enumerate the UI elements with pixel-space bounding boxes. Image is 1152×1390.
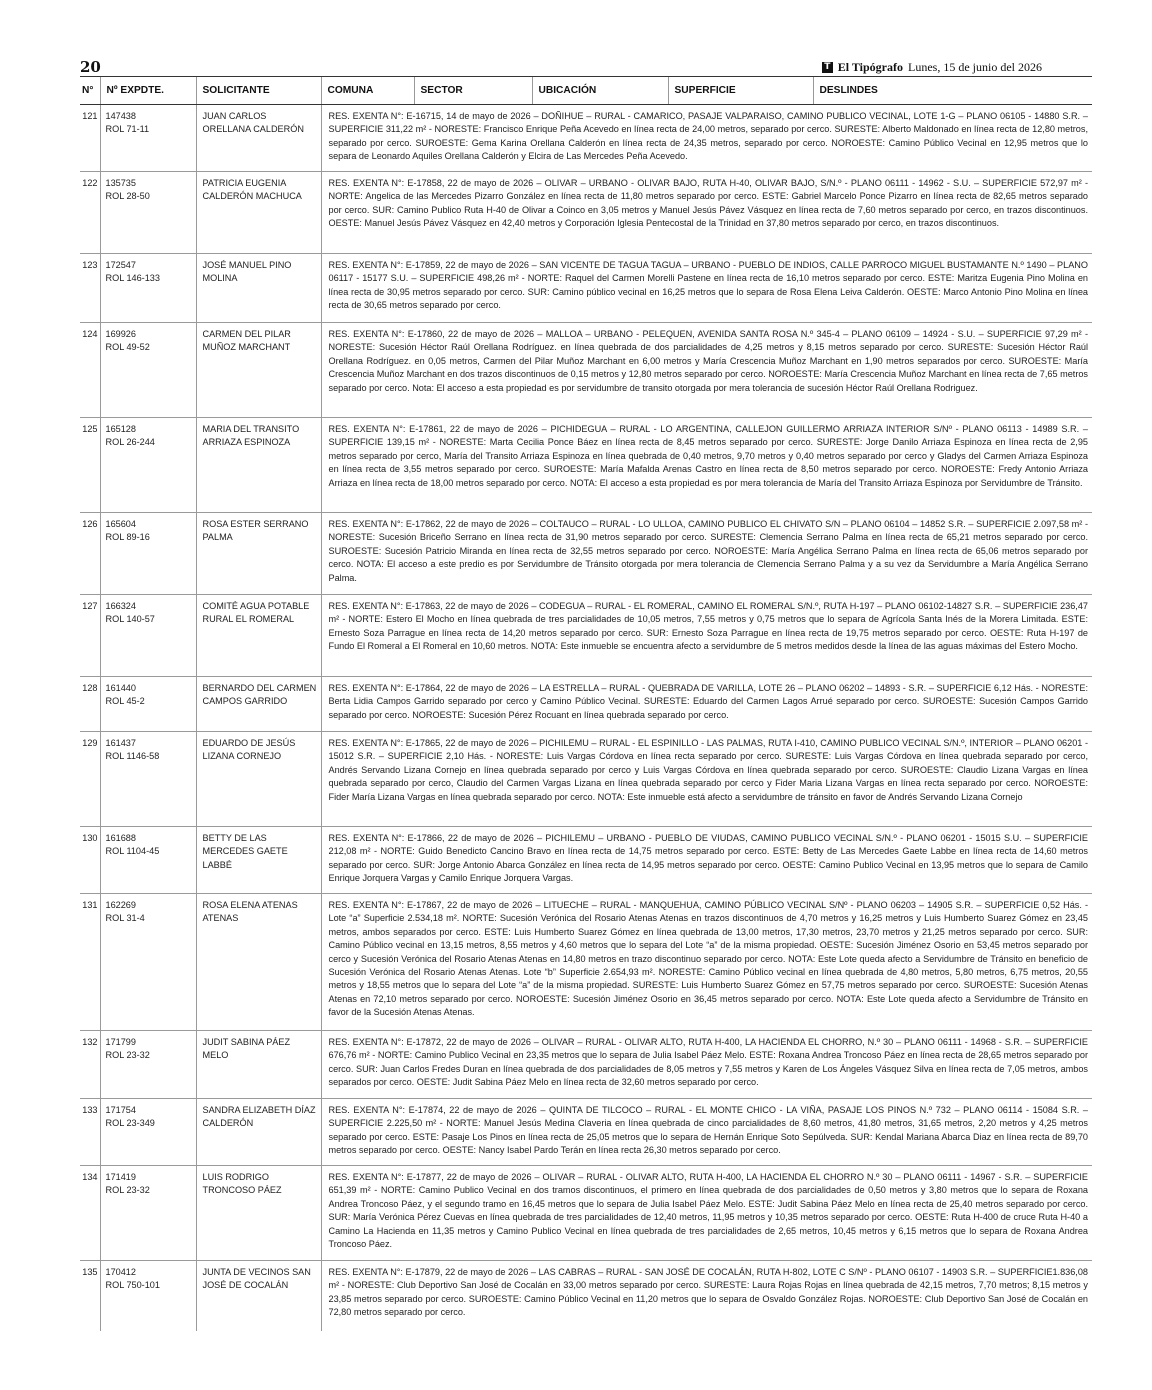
rol-number: ROL 89-16 [105, 532, 150, 543]
newspaper-page [80, 58, 1092, 1331]
land-registry-table [80, 76, 1092, 1331]
solicitante-name: SANDRA ELIZABETH DÍAZ CALDERÓN [196, 1099, 321, 1166]
solicitante-name: JUDIT SABINA PÁEZ MELO [196, 1031, 321, 1099]
table-row [80, 827, 1092, 894]
solicitante-name: CARMEN DEL PILAR MUÑOZ MARCHANT [196, 323, 321, 418]
expediente-number: 171754 [105, 1105, 136, 1115]
deslindes-text: RES. EXENTA N°: E-17863, 22 de mayo de 2026 – CODEGUA – RURAL - EL ROMERAL, CAMINO EL ROMERAL S/N.º, RUTA H-197 – PLANO 06102-14827 S.R. – SUPERFICIE 236,47 m² - NORTE: Estero El Mocho en línea quebrada de tres parcialidades de 10,05 metros, 7,55 metros y 0,75 metros que lo separa de Agrícola Santa Inés de la Morera Limitada. ESTE: Ernesto Soza Parrague en línea recta de 14,20 metros separado por cerco. SUR: Ernesto Soza Parrague en línea recta de 19,75 metros separado por cerco. OESTE: Ruta H-197 de Fundo El Romeral a El Romeral en 10,60 metros. NOTA: Este inmueble se encuentra afecto a servidumbre de 5 metros medidos desde la línea de las aguas máximas del Estero Mocho. [321, 595, 1092, 677]
deslindes-text: RES. EXENTA N°: E-17859, 22 de mayo de 2026 – SAN VICENTE DE TAGUA TAGUA – URBANO - PUEBLO DE INDIOS, CALLE PARROCO MIGUEL BUSTAMANTE N.º 1490 – PLANO 06117 - 15177 S.U. – SUPERFICIE 498,26 m² - NORTE: Raquel del Carmen Morelli Pastene en línea recta de 16,10 metros separado por cerco. ESTE: Maritza Eugenia Pino Molina en línea recta de 30,95 metros separado por cerco. SUR: Camino público vecinal en 16,25 metros que lo separa de Rosa Elena Leiva Calderón. OESTE: Marco Antonio Pino Molina en línea recta de 30,65 metros separado por cerco. [321, 254, 1092, 323]
deslindes-text: RES. EXENTA N°: E-17860, 22 de mayo de 2026 – MALLOA – URBANO - PELEQUEN, AVENIDA SANTA ROSA N.º 345-4 – PLANO 06109 – 14924 - S.U. – SUPERFICIE 97,29 m² - NORESTE: Sucesión Héctor Raúl Orellana Rodríguez. en línea quebrada de dos parcialidades de 4,25 metros y 8,15 metros separado por cerco. SURESTE: Sucesión Héctor Raúl Orellana Rodríguez. en 0,05 metros, Carmen del Pilar Muñoz Marchant en 6,00 metros y María Crescencia Muñoz Marchant en 1,90 metros separados por cerco. SUROESTE: María Crescencia Muñoz Marchant en dos trazos discontinuos de 0,15 metros y 12,80 metros separado por cerco. NOROESTE: María Crescencia Muñoz Marchant en línea recta de 7,65 metros separado por cerco. Nota: El acceso a esta propiedad es por servidumbre de transito otorgada por mera tolerancia de sucesión Héctor Raúl Orellana Rodriguez. [321, 323, 1092, 418]
deslindes-text: RES. EXENTA N°: E-16715, 14 de mayo de 2026 – DOÑIHUE – RURAL - CAMARICO, PASAJE VALPARAISO, CAMINO PUBLICO VECINAL, LOTE 1-G – PLANO 06105 - 14880 S.R. – SUPERFICIE 311,22 m² - NORESTE: Francisco Enrique Peña Acevedo en línea recta de 24,00 metros, separado por cerco. SURESTE: Alberto Maldonado en línea recta de 12,80 metros, separado por cerco. SUROESTE: Gema Karina Orellana Calderón en línea recta de 24,35 metros, separado por cerco. NOROESTE: Camino Público Vecinal en 12,95 metros que lo separa de Leonardo Aquiles Orellana Calderón y Elcira de Las Mercedes Peña Acevedo. [321, 105, 1092, 172]
rol-number: ROL 750-101 [105, 1280, 160, 1291]
row-number: 134 [80, 1166, 100, 1261]
solicitante-name: JOSÉ MANUEL PINO MOLINA [196, 254, 321, 323]
paper-name: El Tipógrafo [837, 60, 904, 74]
column-header-superficie: SUPERFICIE [668, 77, 813, 105]
rol-number: ROL 146-133 [105, 273, 160, 284]
table-header-row [80, 77, 1092, 105]
expediente-number: 170412 [105, 1267, 136, 1277]
row-number: 125 [80, 418, 100, 513]
deslindes-text: RES. EXENTA N°: E-17861, 22 de mayo de 2026 – PICHIDEGUA – RURAL - LO ARGENTINA, CALLEJON GUILLERMO ARRIAZA INTERIOR S/Nº - PLANO 06113 - 14989 S.R. – SUPERFICIE 139,15 m² - NORESTE: Marta Cecilia Ponce Báez en línea recta de 8,45 metros separado por cerco. SURESTE: Jorge Danilo Arriaza Espinoza en línea recta de 2,95 metros separado por cerco, María del Transito Arriaza Espinoza en línea quebrada de 0,40 metros, 9,70 metros y 0,40 metros separado por cerco y Gladys del Carmen Arriaza Espinoza en línea recta de 3,55 metros separado por cerco. SUROESTE: María Mafalda Arenas Castro en línea recta de 8,50 metros separado por cerco. NOROESTE: Fredy Antonio Arriaza Arriaza en línea recta de 18,00 metros separado por cerco. NOTA: El acceso a esta propiedad es por mera tolerancia de María del Transito Arriaza Espinoza por Servidumbre de Tránsito. [321, 418, 1092, 513]
column-header-sector: SECTOR [414, 77, 532, 105]
table-row [80, 418, 1092, 513]
rol-number: ROL 1104-45 [105, 846, 160, 857]
expediente-cell [100, 1099, 196, 1166]
row-number: 133 [80, 1099, 100, 1166]
column-header-solicitante: SOLICITANTE [196, 77, 321, 105]
table-row [80, 1166, 1092, 1261]
expediente-cell [100, 595, 196, 677]
row-number: 121 [80, 105, 100, 172]
table-row [80, 1031, 1092, 1099]
table-row [80, 323, 1092, 418]
solicitante-name: ROSA ESTER SERRANO PALMA [196, 513, 321, 595]
expediente-cell [100, 1031, 196, 1099]
expediente-number: 172547 [105, 260, 136, 270]
row-number: 126 [80, 513, 100, 595]
expediente-cell [100, 513, 196, 595]
rol-number: ROL 31-4 [105, 913, 145, 924]
expediente-number: 166324 [105, 601, 136, 611]
rol-number: ROL 23-349 [105, 1118, 155, 1129]
table-row [80, 172, 1092, 254]
row-number: 123 [80, 254, 100, 323]
deslindes-text: RES. EXENTA N°: E-17867, 22 de mayo de 2026 – LITUECHE – RURAL - MANQUEHUA, CAMINO PÚBLICO VECINAL S/Nº - PLANO 06203 – 14905 S.R. – SUPERFICIE 0,52 Hás. - Lote “a” Superficie 2.534,18 m². NORTE: Sucesión Verónica del Rosario Atenas Atenas en trazos discontinuos de 4,70 metros y 16,25 metros y Luis Humberto Suarez Gómez en 23,45 metros, ambos separados por cerco. ESTE: Luis Humberto Suarez Gómez en línea quebrada de 13,00 metros, 17,30 metros, 23,70 metros y 21,25 metros separado por cerco. SUR: Camino Público vecinal en 13,15 metros, 8,55 metros y 4,60 metros que lo separa del Lote “a” de la misma propiedad. OESTE: Sucesión Jiménez Osorio en 53,45 metros separado por cerco y Sucesión Verónica del Rosario Atenas Atenas en 14,80 metros en trazo discontinuo separado por cerco. NOTA: Este Lote queda afecto a Servidumbre de Tránsito en beneficio de Sucesión Verónica del Rosario Atenas Atenas. Lote “b” Superficie 2.654,93 m². NORESTE: Camino Público vecinal en línea quebrada de 4,80 metros, 5,80 metros, 6,75 metros, 20,55 metros y 18,55 metros que lo separa del Lote “a” de la misma propiedad. SURESTE: Luis Humberto Suarez Gómez en 57,75 metros separado por cerco. SUROESTE: Sucesión Atenas Atenas en 72,10 metros separado por cerco. NOROESTE: Sucesión Jiménez Osorio en 36,45 metros separado por cerco. NOTA: Este Lote queda afecto a Servidumbre de Tránsito en favor de la Sucesión Atenas Atenas. [321, 894, 1092, 1031]
solicitante-name: BETTY DE LAS MERCEDES GAETE LABBÉ [196, 827, 321, 894]
expediente-cell [100, 418, 196, 513]
expediente-number: 161688 [105, 833, 136, 843]
expediente-cell [100, 105, 196, 172]
table-row [80, 105, 1092, 172]
masthead [822, 60, 1042, 75]
rol-number: ROL 71-11 [105, 124, 150, 135]
expediente-cell [100, 894, 196, 1031]
row-number: 132 [80, 1031, 100, 1099]
expediente-number: 171799 [105, 1037, 136, 1047]
solicitante-name: COMITÉ AGUA POTABLE RURAL EL ROMERAL [196, 595, 321, 677]
deslindes-text: RES. EXENTA N°: E-17864, 22 de mayo de 2026 – LA ESTRELLA – RURAL - QUEBRADA DE VARILLA, LOTE 26 – PLANO 06202 – 14893 - S.R. – SUPERFICIE 6,12 Hás. - NORESTE: Berta Lidia Campos Garrido separado por cerco y Camino Público Vecinal. SURESTE: Eduardo del Carmen Lagos Arrué separado por cerco. SUROESTE: Sucesión Campos Garrido separado por cerco. NOROESTE: Sucesión Pérez Rocuant en línea quebrada separado por cerco. [321, 677, 1092, 732]
expediente-cell [100, 827, 196, 894]
column-header-comuna: COMUNA [321, 77, 414, 105]
issue-date: Lunes, 15 de junio del 2026 [908, 60, 1042, 74]
deslindes-text: RES. EXENTA N°: E-17879, 22 de mayo de 2026 – LAS CABRAS – RURAL - SAN JOSÉ DE COCALÁN, RUTA H-802, LOTE C S/Nº - PLANO 06107 - 14903 S.R. – SUPERFICIE1.836,08 m² - NORESTE: Club Deportivo San José de Cocalán en 33,00 metros separado por cerco. SURESTE: Laura Rojas Rojas en línea quebrada de 42,15 metros, 7,70 metros; 8,15 metros y 23,85 metros separado por cerco. SUROESTE: Camino Público Vecinal en 11,20 metros que lo separa de Osvaldo González Rojas. NOROESTE: Club Deportivo San José de Cocalán en 72,80 metros separado por cerco. [321, 1261, 1092, 1331]
expediente-number: 169926 [105, 329, 136, 339]
expediente-cell [100, 1261, 196, 1331]
rol-number: ROL 26-244 [105, 437, 155, 448]
table-row [80, 1099, 1092, 1166]
expediente-cell [100, 323, 196, 418]
row-number: 130 [80, 827, 100, 894]
solicitante-name: BERNARDO DEL CARMEN CAMPOS GARRIDO [196, 677, 321, 732]
newspaper-logo-icon: T [822, 62, 833, 73]
expediente-cell [100, 1166, 196, 1261]
table-row [80, 595, 1092, 677]
table-row [80, 732, 1092, 827]
deslindes-text: RES. EXENTA N°: E-17858, 22 de mayo de 2026 – OLIVAR – URBANO - OLIVAR BAJO, RUTA H-40, OLIVAR BAJO, S/N.º - PLANO 06111 - 14962 - S.U. – SUPERFICIE 572,97 m² - NORTE: Angelica de las Mercedes Pizarro González en línea recta de 11,80 metros separado por cerco. ESTE: Gabriel Marcelo Ponce Pizarro en línea recta de 82,65 metros separado por cerco. SUR: Camino Publico Ruta H-40 de Olivar a Coinco en 3,05 metros y Manuel Jesús Pávez Vásquez en línea recta de 7,60 metros separado por cerco, en trazos discontinuos. OESTE: Manuel Jesús Pávez Vásquez en 42,40 metros y Corporación Iglesia Pentecostal de la Trinidad en 37,80 metros separado por cerco, en trazos discontinuos. [321, 172, 1092, 254]
expediente-cell [100, 732, 196, 827]
solicitante-name: ROSA ELENA ATENAS ATENAS [196, 894, 321, 1031]
table-row [80, 513, 1092, 595]
solicitante-name: JUNTA DE VECINOS SAN JOSÉ DE COCALÁN [196, 1261, 321, 1331]
deslindes-text: RES. EXENTA N°: E-17862, 22 de mayo de 2026 – COLTAUCO – RURAL - LO ULLOA, CAMINO PUBLICO EL CHIVATO S/N – PLANO 06104 – 14852 S.R. – SUPERFICIE 2.097,58 m² - NORESTE: Sucesión Briceño Serrano en línea recta de 31,90 metros separado por cerco. SURESTE: Clemencia Serrano Palma en línea recta de 65,21 metros separado por cerco. SUROESTE: Sucesión Patricio Miranda en línea recta de 32,55 metros separado por cerco. NOROESTE: María Angélica Serrano Palma en línea recta de 65,06 metros separado por cerco. NOTA: El acceso a este predio es por Servidumbre de Tránsito otorgada por mera tolerancia de Clemencia Serrano Palma y a su vez da Servidumbre a María Angélica Serrano Palma. [321, 513, 1092, 595]
row-number: 127 [80, 595, 100, 677]
table-row [80, 677, 1092, 732]
expediente-cell [100, 677, 196, 732]
table-row [80, 894, 1092, 1031]
expediente-number: 135735 [105, 178, 136, 188]
row-number: 128 [80, 677, 100, 732]
expediente-number: 161440 [105, 683, 136, 693]
row-number: 124 [80, 323, 100, 418]
table-row [80, 254, 1092, 323]
expediente-number: 165604 [105, 519, 136, 529]
column-header-deslindes: DESLINDES [813, 77, 1092, 105]
expediente-number: 171419 [105, 1172, 136, 1182]
deslindes-text: RES. EXENTA N°: E-17866, 22 de mayo de 2026 – PICHILEMU – URBANO - PUEBLO DE VIUDAS, CAMINO PUBLICO VECINAL S/N.º - PLANO 06201 - 15015 S.U. – SUPERFICIE 212,08 m² - NORTE: Guido Benedicto Cancino Bravo en línea recta de 14,75 metros separado por cerco. ESTE: Betty de Las Mercedes Gaete Labbe en línea recta de 14,60 metros separado por cerco. SUR: Jorge Antonio Abarca González en línea recta de 14,95 metros separado por cerco. OESTE: Camino Publico Vecinal en 13,95 metros que lo separa de Camilo Enrique Jorquera Vargas y Camilo Enrique Jorquera Vargas. [321, 827, 1092, 894]
deslindes-text: RES. EXENTA N°: E-17874, 22 de mayo de 2026 – QUINTA DE TILCOCO – RURAL - EL MONTE CHICO - LA VIÑA, PASAJE LOS PINOS N.º 732 – PLANO 06114 - 15084 S.R. – SUPERFICIE 2.225,50 m² - NORTE: Manuel Jesús Medina Claveria en línea quebrada de cinco parcialidades de 8,60 metros, 41,80 metros, 31,65 metros, 2,20 metros y 4,25 metros separado por cerco. ESTE: Pasaje Los Pinos en línea recta de 25,05 metros que lo separa de Hernán Enrique Soto Sepúlveda. SUR: Kendal Mariana Abarca Diaz en línea recta de 89,70 metros separado por cerco. OESTE: Nancy Isabel Pardo Terán en línea recta 26,30 metros separado por cerco. [321, 1099, 1092, 1166]
rol-number: ROL 1146-58 [105, 751, 160, 762]
column-header-ubicacion: UBICACIÓN [532, 77, 668, 105]
expediente-number: 161437 [105, 738, 136, 748]
row-number: 131 [80, 894, 100, 1031]
solicitante-name: PATRICIA EUGENIA CALDERÓN MACHUCA [196, 172, 321, 254]
expediente-number: 165128 [105, 424, 136, 434]
row-number: 122 [80, 172, 100, 254]
page-number: 20 [80, 58, 101, 76]
page-header [80, 58, 1092, 76]
expediente-cell [100, 254, 196, 323]
rol-number: ROL 140-57 [105, 614, 155, 625]
solicitante-name: LUIS RODRIGO TRONCOSO PÁEZ [196, 1166, 321, 1261]
deslindes-text: RES. EXENTA N°: E-17877, 22 de mayo de 2026 – OLIVAR – RURAL - OLIVAR ALTO, RUTA H-400, LA HACIENDA EL CHORRO N.º 30 – PLANO 06111 - 14967 - S.R. – SUPERFICIE 651,39 m² - NORTE: Camino Publico Vecinal en dos tramos discontinuos, el primero en línea quebrada de dos parcialidades de 0,50 metros y 3,80 metros que lo separa de Roxana Andrea Troncoso Páez, y el segundo tramo en 16,45 metros que lo separa de Julia Isabel Páez Melo. ESTE: Judit Sabina Páez Melo en línea recta de 25,40 metros separado por cerco. SUR: María Verónica Pérez Cuevas en línea quebrada de tres parcialidades de 12,40 metros, 11,95 metros y 10,35 metros separado por cerco. OESTE: Ruta H-400 de cruce Ruta H-40 a Camino La Hacienda en 11,35 metros y Camino Publico Vecinal en línea quebrada de tres parcialidades de 2,65 metros, 10,45 metros y 6,15 metros que lo separa de Roxana Andrea Troncoso Páez. [321, 1166, 1092, 1261]
expediente-cell [100, 172, 196, 254]
row-number: 129 [80, 732, 100, 827]
deslindes-text: RES. EXENTA N°: E-17872, 22 de mayo de 2026 – OLIVAR – RURAL - OLIVAR ALTO, RUTA H-400, LA HACIENDA EL CHORRO, N.º 30 – PLANO 06111 - 14968 - S.R. – SUPERFICIE 676,76 m² - NORTE: Camino Publico Vecinal en 23,35 metros que lo separa de Julia Isabel Páez Melo. ESTE: Roxana Andrea Troncoso Páez en línea recta de 28,65 metros separado por cerco. SUR: Juan Carlos Fredes Duran en línea quebrada de dos parcialidades de 8,05 metros y 7,55 metros y Karen de Los Ángeles Vásquez Silva en línea recta de 7,05 metros, ambos separados por cerco. OESTE: Judit Sabina Páez Melo en línea recta de 32,60 metros separado por cerco. [321, 1031, 1092, 1099]
rol-number: ROL 23-32 [105, 1050, 150, 1061]
deslindes-text: RES. EXENTA N°: E-17865, 22 de mayo de 2026 – PICHILEMU – RURAL - EL ESPINILLO - LAS PALMAS, RUTA I-410, CAMINO PUBLICO VECINAL S/N.º, INTERIOR – PLANO 06201 - 15012 S.R. – SUPERFICIE 2,10 Hás. - NORESTE: Luis Vargas Córdova en línea recta separado por cerco. SURESTE: Luis Vargas Córdova en línea quebrada separado por cerco, Andrés Servando Lizana Cornejo en línea quebrada separado por cerco y Luis Vargas Córdova en línea quebrada separado por cerco. SUROESTE: Claudio Lizana Vargas en línea quebrada separado por cerco, Claudio del Carmen Vargas Lizana en línea quebrada separado por cerco y Fider Maria Lizana Vargas en línea recta separado por cerco. NOROESTE: Fider María Lizana Vargas en línea quebrada separado por cerco. NOTA: Este inmueble está afecto a servidumbre de tránsito en favor de Andrés Servando Lizana Cornejo [321, 732, 1092, 827]
column-header-n: N° [80, 77, 100, 105]
solicitante-name: JUAN CARLOS ORELLANA CALDERÓN [196, 105, 321, 172]
solicitante-name: MARIA DEL TRANSITO ARRIAZA ESPINOZA [196, 418, 321, 513]
rol-number: ROL 49-52 [105, 342, 150, 353]
rol-number: ROL 45-2 [105, 696, 145, 707]
row-number: 135 [82, 1267, 98, 1277]
rol-number: ROL 23-32 [105, 1185, 150, 1196]
table-row [80, 1261, 1092, 1331]
expediente-number: 147438 [105, 111, 136, 121]
table-body [80, 105, 1092, 1331]
solicitante-name: EDUARDO DE JESÚS LIZANA CORNEJO [196, 732, 321, 827]
rol-number: ROL 28-50 [105, 191, 150, 202]
column-header-expdte: Nº EXPDTE. [100, 77, 196, 105]
expediente-number: 162269 [105, 900, 136, 910]
